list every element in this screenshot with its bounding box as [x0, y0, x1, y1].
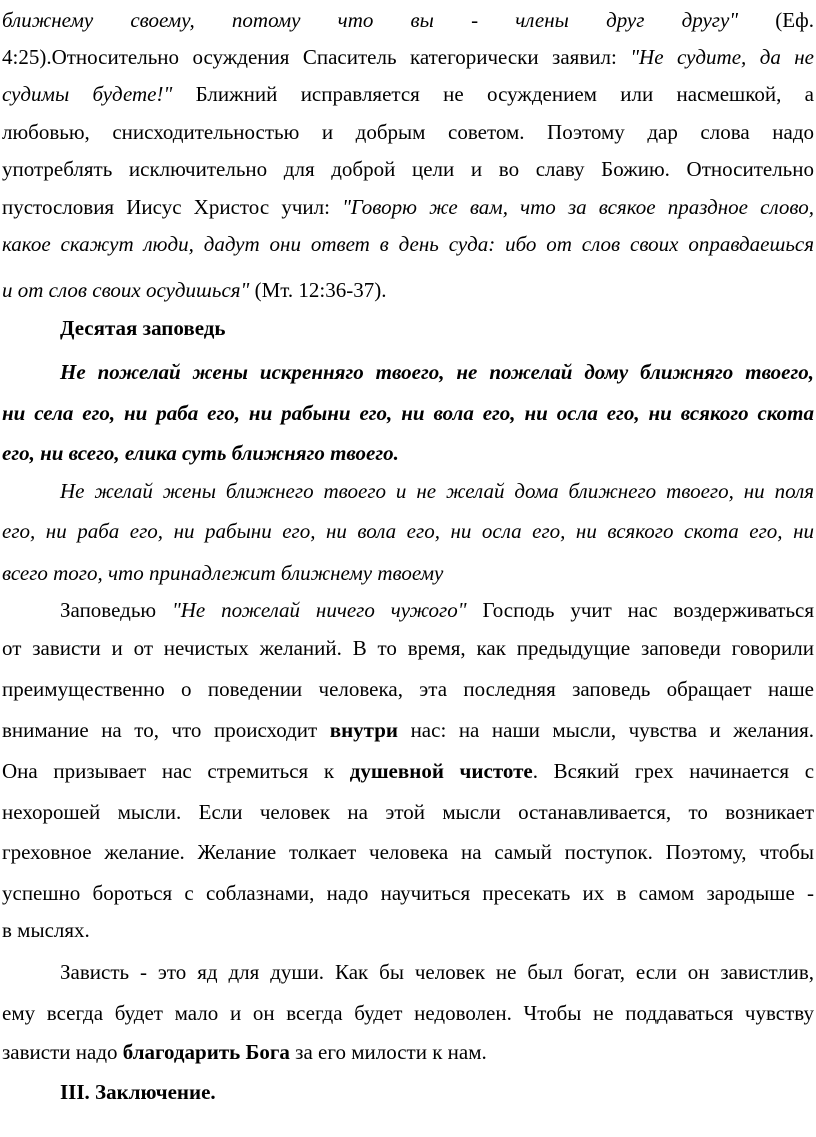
text-run: всего того, что принадлежит ближнему твоему [2, 561, 444, 585]
text-run: (Еф. [738, 8, 814, 32]
text-line [2, 1032, 487, 1072]
text-run: любовью, снисходительностью и добрым советом. Поэтому дар слова надо [2, 120, 814, 144]
commandment-russian-line [60, 471, 814, 511]
text-run: ближнему своему, потому что вы - члены друг другу" [2, 8, 739, 32]
text-line [2, 0, 814, 40]
text-run: за его милости к нам. [289, 1040, 487, 1064]
text-run: ему всегда будет мало и он всегда будет недоволен. Чтобы не поддаваться чувству [2, 1001, 814, 1025]
text-run: преимущественно о поведении человека, эта последняя заповедь обращает наше [2, 677, 814, 701]
text-run: нехорошей мысли. Если человек на этой мысли останавливается, то возникает [2, 800, 814, 824]
text-line [2, 910, 90, 950]
text-run: в мыслях. [2, 918, 90, 942]
text-line [60, 952, 814, 992]
conclusion-heading [60, 1072, 216, 1112]
text-line [2, 669, 814, 709]
text-run: Она призывает нас стремиться к [2, 759, 350, 783]
text-line [2, 112, 814, 152]
section-heading [60, 308, 226, 348]
text-run: внимание на то, что происходит [2, 718, 330, 742]
text-run: судимы будете!" [2, 82, 173, 106]
text-run: его, ни всего, елика суть ближняго твоего. [2, 441, 399, 465]
commandment-slavonic-line [60, 352, 814, 392]
text-line [2, 149, 814, 189]
text-run: какое скажут люди, дадут они ответ в день суда: ибо от слов своих оправдаешься [2, 232, 814, 256]
text-line [2, 74, 814, 114]
commandment-russian-line [2, 511, 814, 551]
text-run: греховное желание. Желание толкает человека на самый поступок. Поэтому, чтобы [2, 840, 814, 864]
text-run: пустословия Иисус Христос учил: [2, 195, 343, 219]
text-run: "Не судите, да не [630, 45, 814, 69]
text-run: Не пожелай жены искренняго твоего, не пожелай дому ближняго твоего, [60, 360, 814, 384]
text-run: Десятая заповедь [60, 316, 226, 340]
text-run: Господь учит нас воздерживаться [466, 598, 814, 622]
text-run: . Всякий грех начинается с [532, 759, 815, 783]
text-line [2, 710, 814, 750]
text-line [2, 751, 814, 791]
text-line [2, 187, 814, 227]
text-run: внутри [329, 718, 399, 742]
text-line [2, 224, 814, 264]
text-line [2, 792, 814, 832]
text-run: его, ни раба его, ни рабыни его, ни вола его, ни осла его, ни всякого скота его, ни [2, 519, 814, 543]
text-run: от зависти и от нечистых желаний. В то время, как предыдущие заповеди говорили [2, 636, 814, 660]
text-run: душевной чистоте [349, 759, 533, 783]
text-run: Ближний исправляется не осуждением или насмешкой, а [172, 82, 814, 106]
text-line [2, 37, 814, 77]
text-run: благодарить Бога [122, 1040, 290, 1064]
text-line [2, 628, 814, 668]
commandment-slavonic-line [2, 433, 399, 473]
text-run: "Не пожелай ничего чужого" [171, 598, 467, 622]
text-line [2, 270, 386, 310]
text-run: и от слов своих осудишься" [2, 278, 250, 302]
commandment-slavonic-line [2, 393, 814, 433]
text-run: употреблять исключительно для доброй цели и во славу Божию. Относительно [2, 157, 814, 181]
text-run: (Мт. 12:36-37). [249, 278, 387, 302]
text-run: успешно бороться с соблазнами, надо научиться пресекать их в самом зародыше - [2, 881, 814, 905]
text-line [60, 590, 814, 630]
text-run: ни села его, ни раба его, ни рабыни его, ни вола его, ни осла его, ни всякого скота [2, 401, 814, 425]
text-run: III. Заключение. [60, 1080, 216, 1104]
text-run: Зависть - это яд для души. Как бы человек не был богат, если он завистлив, [60, 960, 814, 984]
text-run: Заповедью [60, 598, 172, 622]
text-line [2, 993, 814, 1033]
text-run: "Говорю же вам, что за всякое праздное слово, [342, 195, 814, 219]
text-run: нас: на наши мысли, чувства и желания. [398, 718, 815, 742]
text-line [2, 873, 814, 913]
text-run: 4:25).Относительно осуждения Спаситель категорически заявил: [2, 45, 631, 69]
commandment-russian-line [2, 553, 443, 593]
text-line [2, 832, 814, 872]
text-run: зависти надо [2, 1040, 123, 1064]
text-run: Не желай жены ближнего твоего и не желай дома ближнего твоего, ни поля [60, 479, 814, 503]
